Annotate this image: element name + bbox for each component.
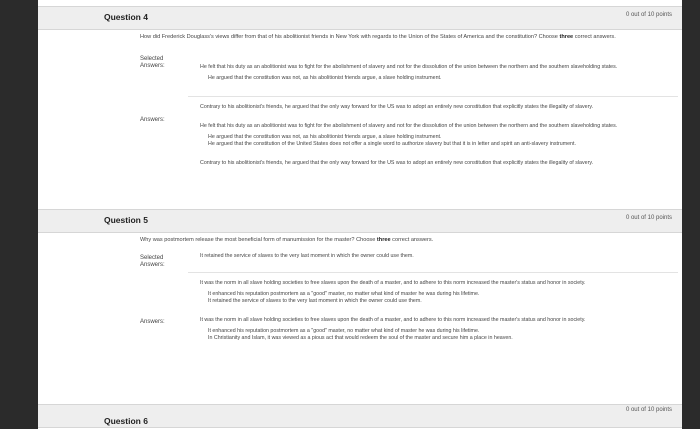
answer-option: It was the norm in all slave holding societies to free slaves upon the death of a master, and to adhere to this norm increased the master's status and honor in society. [200,280,586,286]
answer-option: It enhanced his reputation postmortem as a "good" master, no matter what kind of master he was during his lifetime. [208,328,480,334]
divider [188,96,678,97]
answer-option: He argued that the constitution was not, as his abolitionist friends argue, a slave holding instrument. [208,134,442,140]
question-4-answers [200,104,670,167]
question-5-selected-label: Selected Answers: [140,255,165,268]
question-5-points: 0 out of 10 points [625,215,672,221]
answer-option: Contrary to his abolitionist's friends, he argued that the only way forward for the US was to adopt an entirely new constitution that explicitly states the illegality of slavery. [200,160,594,166]
question-6-points: 0 out of 10 points [625,407,672,413]
selected-answer: He felt that his duty as an abolitionist was to fight for the abolishment of slavery and not for the dissolution of the union between the northern and the southern slaveholding states. [200,64,618,70]
answer-option: He felt that his duty as an abolitionist was to fight for the abolishment of slavery and not for the dissolution of the union between the northern and the southern slaveholding states. [200,123,618,129]
question-5-selected-answers [200,253,670,260]
question-5-answers [200,280,670,342]
question-4-prompt: How did Frederick Douglass's views differ from that of his abolitionist friends in New York with regards to the Union of the States of America and the constitution? Choose three correct answers. [140,34,616,40]
divider [188,272,678,273]
question-4-title: Question 4 [104,12,148,22]
question-4-answers-label: Answers: [140,117,165,123]
question-4-selected-label: Selected Answers: [140,56,165,69]
question-6-title: Question 6 [104,416,148,426]
question-6-header [38,404,682,428]
question-4-header [38,6,682,30]
answer-option: It was the norm in all slave holding societies to free slaves upon the death of a master, and to adhere to this norm increased the master's status and honor in society. [200,317,586,323]
question-5-header [38,209,682,233]
question-5-title: Question 5 [104,215,148,225]
question-5-answers-label: Answers: [140,319,165,325]
question-4-points: 0 out of 10 points [625,12,672,18]
question-4-selected-answers [200,64,670,82]
test-results-page [38,0,682,429]
answer-option: It enhanced his reputation postmortem as a "good" master, no matter what kind of master he was during his lifetime. [208,291,480,297]
answer-option: It retained the service of slaves to the very last moment in which the owner could use them. [208,298,422,304]
answer-option: Contrary to his abolitionist's friends, he argued that the only way forward for the US was to adopt an entirely new constitution that explicitly states the illegality of slavery. [200,104,594,110]
selected-answer: It retained the service of slaves to the very last moment in which the owner could use them. [200,253,414,259]
answer-option: In Christianity and Islam, it was viewed as a pious act that would redeem the soul of the master and secure him a place in heaven. [208,335,513,341]
answer-option: He argued that the constitution of the United States does not offer a single word to authorize slavery but that it is in letter and spirit an anti-slavery instrument. [208,141,576,147]
selected-answer: He argued that the constitution was not, as his abolitionist friends argue, a slave holding instrument. [208,75,442,81]
question-5-prompt: Why was postmortem release the most beneficial form of manumission for the master? Choose three correct answers. [140,237,434,243]
